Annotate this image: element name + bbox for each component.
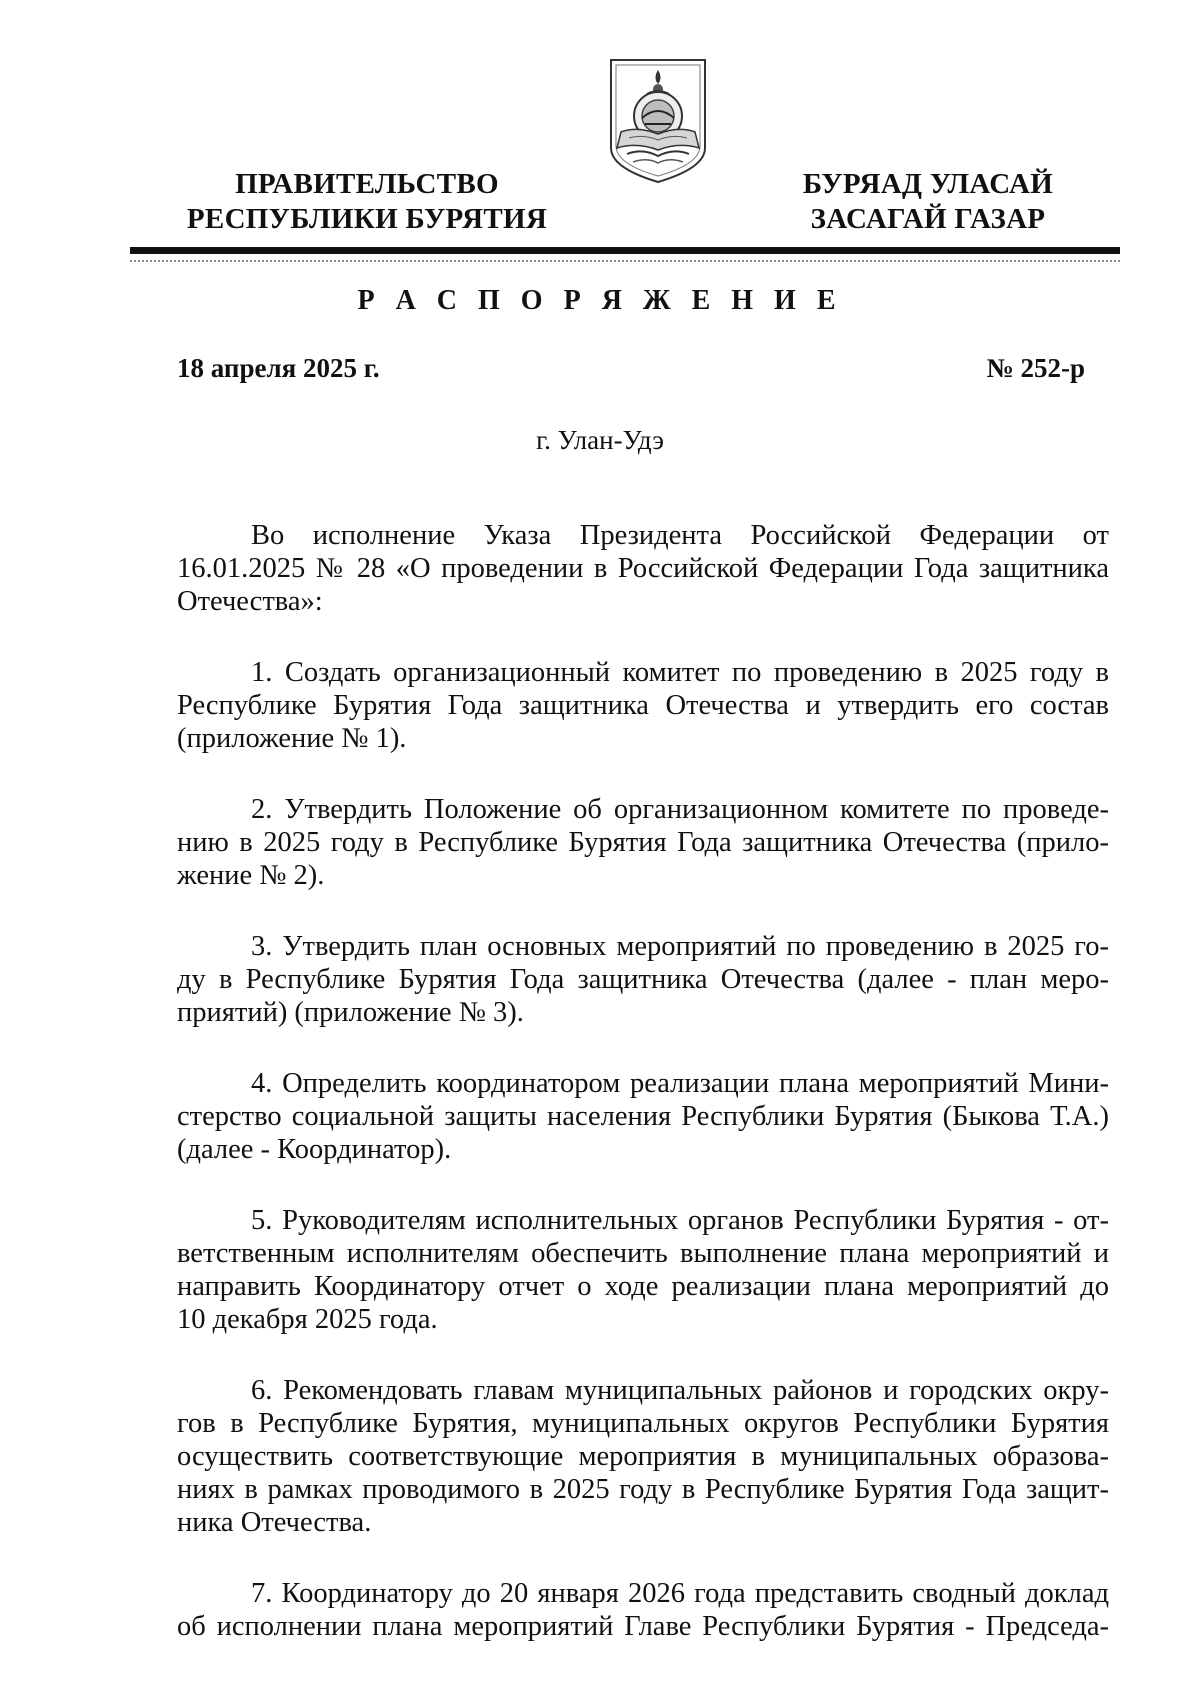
paragraph-line: 10 декабря 2025 года. (177, 1304, 438, 1335)
paragraph-line: ветственным исполнителям обеспечить выполнение плана мероприятий и (177, 1238, 1109, 1269)
paragraph-line: жение № 2). (177, 860, 325, 891)
paragraph-line: 3. Утвердить план основных мероприятий по проведению в 2025 го- (251, 931, 1109, 962)
header-divider-thick (130, 247, 1120, 254)
paragraph-line: 4. Определить координатором реализации плана мероприятий Мини- (251, 1068, 1109, 1099)
paragraph-line: ника Отечества. (177, 1507, 372, 1538)
order-item-3 (177, 930, 1109, 1029)
document-date: 18 апреля 2025 г. (177, 353, 380, 383)
paragraph-line: ниях в рамках проводимого в 2025 году в Республике Бурятия Года защит- (177, 1474, 1109, 1505)
paragraph-line: 5. Руководителям исполнительных органов Республики Бурятия - от- (251, 1205, 1109, 1236)
government-name-russian (168, 167, 566, 237)
government-name-line: РЕСПУБЛИКИ БУРЯТИЯ (186, 203, 548, 235)
paragraph-line: 2. Утвердить Положение об организационном комитете по проведе- (251, 794, 1109, 825)
government-name-buryat (778, 167, 1078, 237)
paragraph-line: 7. Координатору до 20 января 2026 года представить сводный доклад (251, 1578, 1109, 1609)
paragraph-line: (далее - Координатор). (177, 1134, 452, 1165)
order-item-4 (177, 1067, 1109, 1166)
government-name-line: ЗАСАГАЙ ГАЗАР (810, 203, 1046, 235)
paragraph-line: осуществить соответствующие мероприятия в муниципальных образова- (177, 1441, 1109, 1472)
order-item-2 (177, 793, 1109, 892)
order-item-5 (177, 1204, 1109, 1336)
paragraph-line: ду в Республике Бурятия Года защитника Отечества (далее - план меро- (177, 964, 1109, 995)
paragraph-line: стерство социальной защиты населения Республики Бурятия (Быкова Т.А.) (177, 1101, 1109, 1132)
government-name-line: БУРЯАД УЛАСАЙ (802, 168, 1054, 200)
paragraph-line: (приложение № 1). (177, 723, 407, 754)
order-item-7 (177, 1577, 1109, 1643)
order-item-1 (177, 656, 1109, 755)
document-type-title: Р А С П О Р Я Ж Е Н И Е (357, 285, 843, 316)
paragraph-line: 1. Создать организационный комитет по проведению в 2025 году в (251, 657, 1109, 688)
order-item-6 (177, 1374, 1109, 1539)
header-divider-dotted (130, 260, 1120, 262)
paragraph-line: Отечества»: (177, 586, 323, 617)
paragraph-line: 6. Рекомендовать главам муниципальных районов и городских окру- (251, 1375, 1109, 1406)
paragraph-line: приятий) (приложение № 3). (177, 997, 524, 1028)
paragraph-line: об исполнении плана мероприятий Главе Республики Бурятия - Председа- (177, 1611, 1109, 1642)
document-number: № 252-р (986, 353, 1085, 383)
document-city: г. Улан-Удэ (536, 425, 664, 455)
paragraph-line: Республике Бурятия Года защитника Отечества и утвердить его состав (177, 690, 1109, 721)
paragraph-line: Во исполнение Указа Президента Российской Федерации от (251, 520, 1109, 551)
preamble-paragraph (177, 519, 1109, 618)
paragraph-line: нию в 2025 году в Республике Бурятия Года защитника Отечества (прило- (177, 827, 1109, 858)
paragraph-line: 16.01.2025 № 28 «О проведении в Российской Федерации Года защитника (177, 553, 1109, 584)
government-name-line: ПРАВИТЕЛЬСТВО (235, 168, 499, 200)
paragraph-line: направить Координатору отчет о ходе реализации плана мероприятий до (177, 1271, 1109, 1302)
paragraph-line: гов в Республике Бурятия, муниципальных округов Республики Бурятия (177, 1408, 1109, 1439)
coat-of-arms-emblem (607, 56, 709, 186)
